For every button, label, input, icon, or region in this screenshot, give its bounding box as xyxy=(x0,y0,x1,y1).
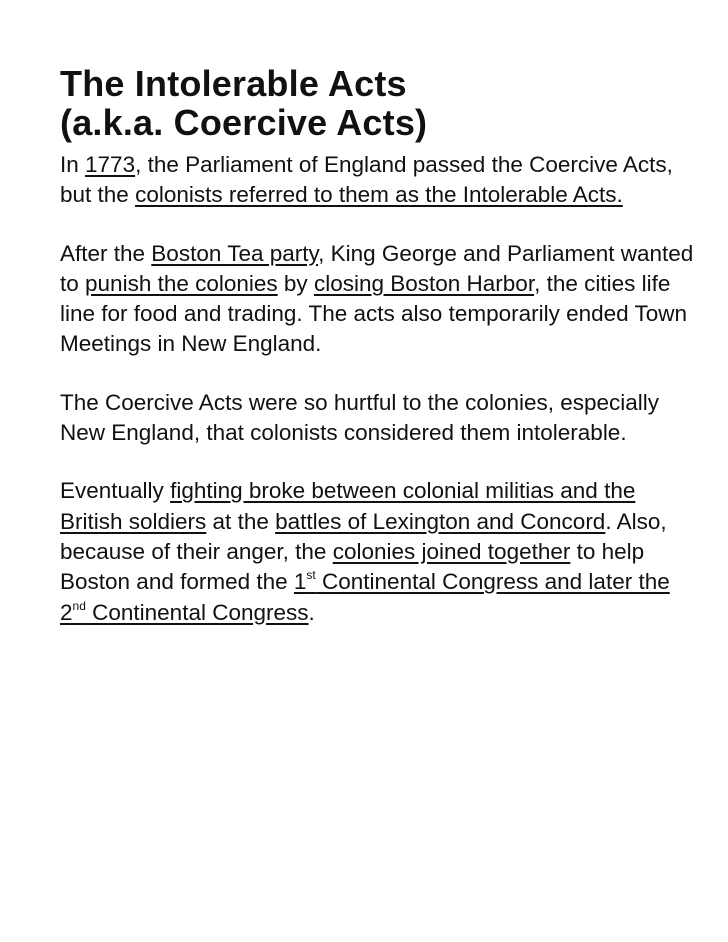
text: , the cities life line for food and trading. The acts also temporarily ended Town Meetings in New England. xyxy=(60,270,688,357)
underlined-phrase: closing Boston Harbor xyxy=(313,270,535,296)
underlined-phrase: colonists referred to them as the Intolerable Acts. xyxy=(135,182,623,208)
text: 1 xyxy=(293,569,307,595)
underlined-phrase: punish the colonies xyxy=(85,270,278,296)
title-line-2: (a.k.a. Coercive Acts) xyxy=(60,102,428,143)
text: Continental Congress and later the 2 xyxy=(60,569,670,625)
text: by xyxy=(277,270,314,296)
text: at the xyxy=(206,508,276,534)
text: In xyxy=(60,152,86,177)
paragraph-boston-tea-party xyxy=(60,239,700,360)
superscript: nd xyxy=(72,598,86,613)
text: , King George and Parliament wanted to xyxy=(60,240,694,296)
text: . Also, because of their anger, the xyxy=(60,508,667,564)
text: , the Parliament of England passed the Coercive Acts, but the xyxy=(60,152,673,208)
text: The Coercive Acts were so hurtful to the colonies, especially New England, that colonists considered them intolerable. xyxy=(60,389,660,446)
underlined-year: 1773 xyxy=(85,152,136,177)
text: to help Boston and formed the xyxy=(60,538,645,595)
superscript: st xyxy=(306,568,316,583)
text: . xyxy=(308,599,315,625)
document-page xyxy=(60,64,700,628)
underlined-phrase: Boston Tea party xyxy=(151,240,319,266)
underlined-phrase: colonies joined together xyxy=(332,538,571,564)
paragraph-intro xyxy=(60,150,700,211)
document-title xyxy=(60,64,700,142)
underlined-phrase: battles of Lexington and Concord xyxy=(275,508,606,534)
text: After the xyxy=(60,240,152,266)
paragraph-eventually xyxy=(60,476,700,627)
text: Eventually xyxy=(60,478,171,504)
text: Continental Congress xyxy=(85,599,309,625)
paragraph-coercive-acts xyxy=(60,388,700,449)
title-line-1: The Intolerable Acts xyxy=(60,63,407,104)
underlined-phrase: fighting broke between colonial militias and the British soldiers xyxy=(60,478,636,534)
